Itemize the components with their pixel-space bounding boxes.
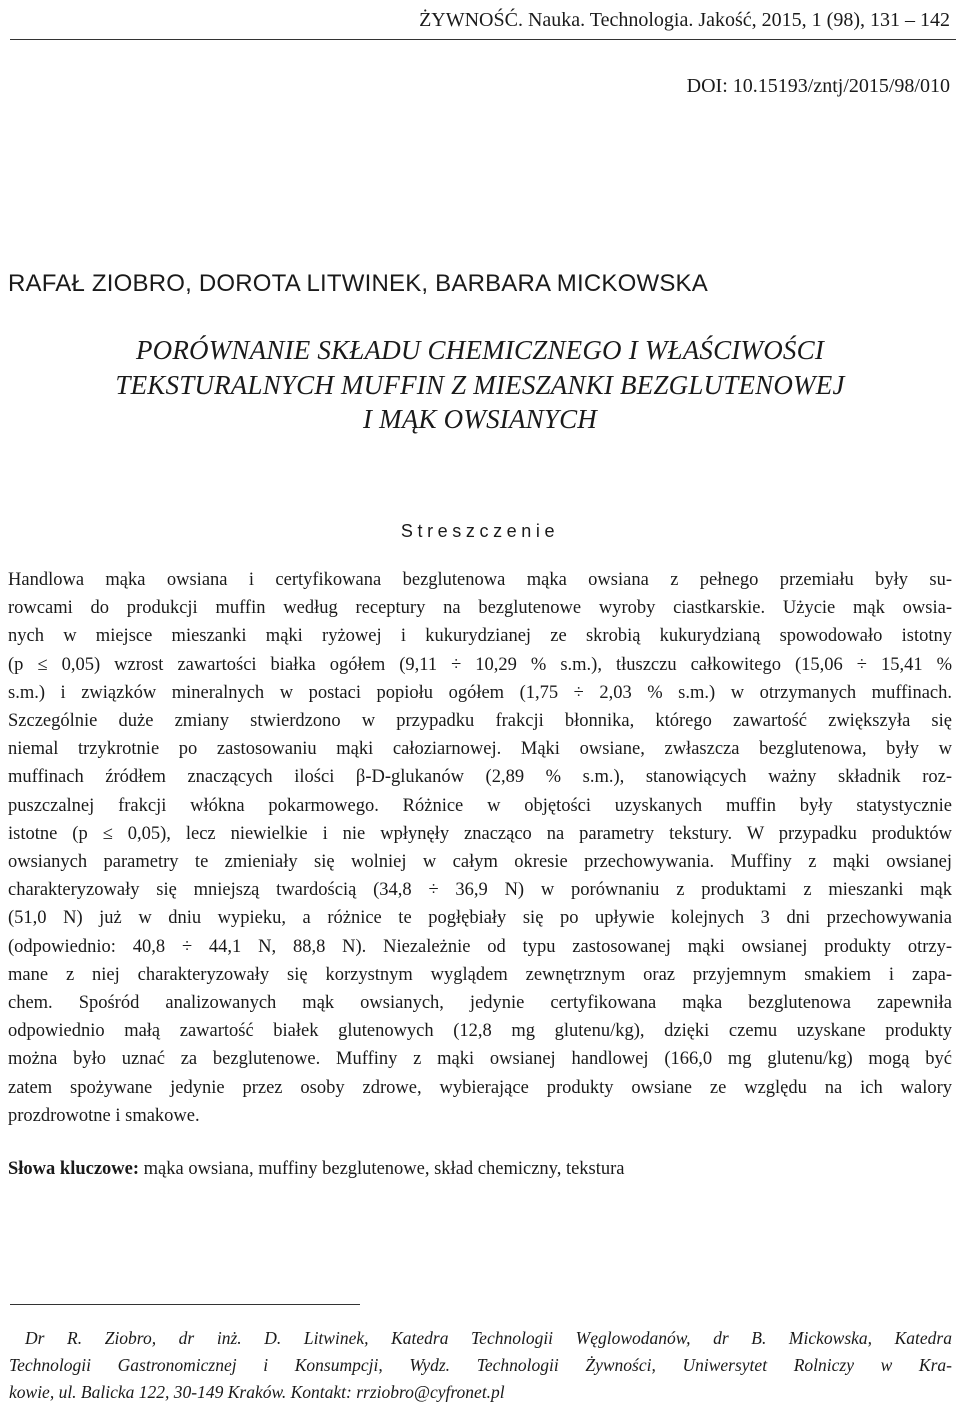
journal-header: ŻYWNOŚĆ. Nauka. Technologia. Jakość, 2015, 1 (98), 131 – 142 [419,9,950,31]
abstract-line: muffinach źródłem znaczących ilości β-D-glukanów (2,89 % s.m.), stanowiących ważny składnik roz- [8,767,952,788]
abstract-line: nych w miejsce mieszanki mąki ryżowej i kukurydzianej ze skrobią kukurydzianą spowodowało istotny [8,626,952,647]
author-affiliation-footnote [9,1325,952,1406]
authors: RAFAŁ ZIOBRO, DOROTA LITWINEK, BARBARA MICKOWSKA [8,270,708,297]
doi-line[interactable]: DOI: 10.15193/zntj/2015/98/010 [686,75,950,97]
abstract-line: można było uznać za bezglutenowe. Muffiny z mąki owsianej handlowej (166,0 mg glutenu/kg) mogą być [8,1049,952,1070]
keywords-text: mąka owsiana, muffiny bezglutenowe, skład chemiczny, tekstura [139,1159,625,1179]
abstract-line: Szczególnie duże zmiany stwierdzono w przypadku frakcji błonnika, którego zawartość zwiększyła się [8,711,952,732]
abstract-line: istotne (p ≤ 0,05), lecz niewielkie i nie wpłynęły znacząco na parametry tekstury. W przypadku produktów [8,823,952,844]
abstract-line: zatem spożywane jedynie przez osoby zdrowe, wybierające produkty owsiane ze względu na ich walory [8,1077,952,1098]
title-line: PORÓWNANIE SKŁADU CHEMICZNEGO I WŁAŚCIWOŚCI [135,335,825,365]
header-rule [10,39,956,40]
abstract-line: s.m.) i związków mineralnych w postaci popiołu ogółem (1,75 ÷ 2,03 % s.m.) w otrzymanych muffinach. [8,682,952,703]
title-line: I MĄK OWSIANYCH [363,404,597,434]
keywords [8,1155,625,1183]
abstract-line: rowcami do produkcji muffin według receptury na bezglutenowe wyroby ciastkarskie. Użycie mąk owsia- [8,598,952,619]
footnote-rule [10,1304,360,1305]
abstract-line: puszczalnej frakcji włókna pokarmowego. Różnice w objętości uzyskanych muffin były statystycznie [8,795,952,816]
abstract-line: (p ≤ 0,05) wzrost zawartości białka ogółem (9,11 ÷ 10,29 % s.m.), tłuszczu całkowitego (15,06 ÷ 15,41 % [8,654,952,675]
footnote-line[interactable]: kowie, ul. Balicka 122, 30-149 Kraków. Kontakt: rrziobro@cyfronet.pl [9,1382,505,1402]
abstract-line: charakteryzowały się mniejszą twardością (34,8 ÷ 36,9 N) w porównaniu z produktami z mieszanki mąk [8,880,952,901]
abstract-line: mane z niej charakteryzowały się korzystnym wyglądem zewnętrznym oraz przyjemnym smakiem i zapa- [8,964,952,985]
footnote-line: Technologii Gastronomicznej i Konsumpcji, Wydz. Technologii Żywności, Uniwersytet Rolniczy w Kra- [9,1355,952,1375]
abstract-heading: Streszczenie [400,521,560,541]
abstract-line: (odpowiednio: 40,8 ÷ 44,1 N, 88,8 N). Niezależnie od typu zastosowanej mąki owsianej produkty otrzy- [8,936,952,957]
abstract-body [8,566,952,1130]
footnote-line: Dr R. Ziobro, dr inż. D. Litwinek, Katedra Technologii Węglowodanów, dr B. Mickowska, Katedra [25,1328,952,1348]
abstract-line: odpowiednio małą zawartość białek glutenowych (12,8 mg glutenu/kg), dzięki czemu uzyskane produkty [8,1021,952,1042]
abstract-line: owsianych parametry te zmieniały się wolniej w całym okresie przechowywania. Muffiny z mąki owsianej [8,852,952,873]
title-line: TEKSTURALNYCH MUFFIN Z MIESZANKI BEZGLUTENOWEJ [115,369,845,400]
abstract-line: Handlowa mąka owsiana i certyfikowana bezglutenowa mąka owsiana z pełnego przemiału były su- [8,570,952,590]
keywords-label: Słowa kluczowe: [8,1159,140,1179]
article-title [0,333,960,437]
abstract-line: chem. Spośród analizowanych mąk owsianych, jedynie certyfikowana mąka bezglutenowa zapewniła [8,993,952,1014]
abstract-line: niemal trzykrotnie po zastosowaniu mąki całoziarnowej. Mąki owsiane, zwłaszcza bezglutenowa, były w [8,739,952,760]
abstract-line: (51,0 N) już w dniu wypieku, a różnice te pogłębiały się po upływie kolejnych 3 dni przechowywania [8,908,952,929]
abstract-line: prozdrowotne i smakowe. [8,1105,200,1126]
